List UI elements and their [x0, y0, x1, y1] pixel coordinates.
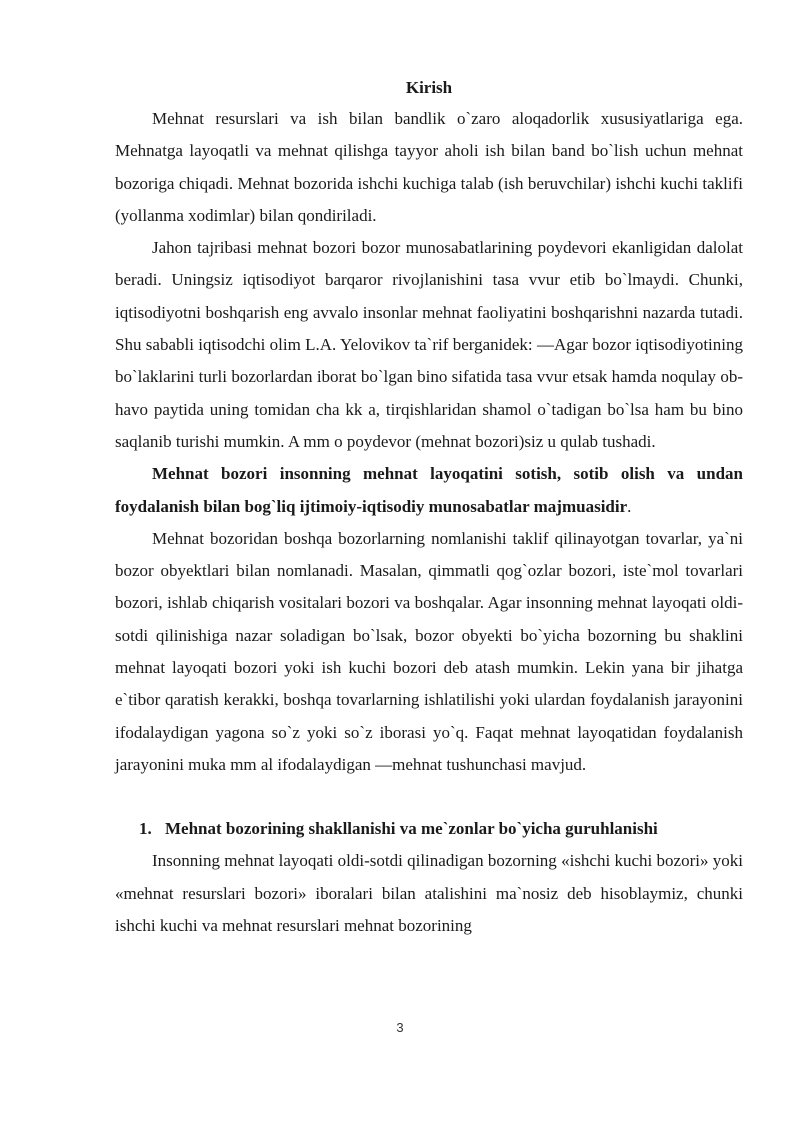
paragraph-intro: Mehnat resurslari va ish bilan bandlik o`zaro aloqadorlik xususiyatlariga ega. Mehnatga layoqatli va mehnat qilishga tayyor aholi ish bilan band bo`lish uchun mehnat bozoriga chiqadi. Mehnat bozorida ishchi kuchiga talab (ish beruvchilar) ishchi kuchi taklifi (yollanma xodimlar) bilan qondiriladi.: [115, 109, 743, 225]
definition-bold-text: Mehnat bozori insonning mehnat layoqatini sotish, sotib olish va undan foydalanish bilan bog`liq ijtimoiy-iqtisodiy munosabatlar majmuasidir: [115, 464, 743, 516]
paragraph-definition: [115, 458, 743, 523]
paragraph-world-experience: Jahon tajribasi mehnat bozori bozor munosabatlarining poydevori ekanligidan dalolat beradi. Uningsiz iqtisodiyot barqaror rivojlanishini tasa vvur etib bo`lmaydi. Chunki, iqtisodiyotni boshqarish eng avvalo insonlar mehnat faoliyatini boshqarishni nazarda tutadi. Shu sababli iqtisodchi olim L.A. Yelovikov ta`rif berganidek: —Agar bozor iqtisodiyotining bo`laklarini turli bozorlardan iborat bo`lgan bino sifatida tasa vvur etsak hamda noqulay ob-havo paytida uning tomidan cha kk a, tirqishlaridan shamol o`tadigan bo`lsa ham bu bino saqlanib turishi mumkin. A mm o poydevor (mehnat bozori)siz u qulab tushadi.: [115, 238, 743, 451]
page-title: Kirish: [405, 78, 453, 97]
section-heading-text: Mehnat bozorining shakllanishi va me`zonlar bo`yicha guruhlanishi: [165, 819, 658, 839]
page-content: [115, 75, 743, 942]
page-number: 3: [396, 1020, 404, 1035]
definition-tail: .: [627, 496, 632, 516]
paragraph-market-naming: Mehnat bozoridan boshqa bozorlarning nomlanishi taklif qilinayotgan tovarlar, ya`ni bozor obyektlari bilan nomlanadi. Masalan, qimmatli qog`ozlar bozori, iste`mol tovarlari bozori, ishlab chiqarish vositalari bozori va boshqalar. Agar insonning mehnat layoqati oldi-sotdi qilinishiga nazar soladigan bo`lsak, bozor obyekti bo`yicha bozorning bu shaklini mehnat layoqati bozori yoki ish kuchi bozori deb atash mumkin. Lekin yana bir jihatga e`tibor qaratish kerakki, boshqa tovarlarning ishlatilishi yoki ulardan foydalanish jarayonini ifodalaydigan yagona so`z yoki so`z iborasi yo`q. Faqat mehnat layoqatidan foydalanish jarayonini muka mm al ifodalaydigan —mehnat tushunchasi mavjud.: [115, 528, 743, 774]
section-number: 1.: [139, 819, 152, 839]
section-heading: [115, 813, 743, 845]
section-spacer: [115, 781, 743, 813]
paragraph-section-body: Insonning mehnat layoqati oldi-sotdi qilinadigan bozorning «ishchi kuchi bozori» yoki «mehnat resurslari bozori» iboralari bilan atalishini ma`nosiz deb hisoblaymiz, chunki ishchi kuchi va mehnat resurslari mehnat bozorining: [115, 851, 743, 935]
